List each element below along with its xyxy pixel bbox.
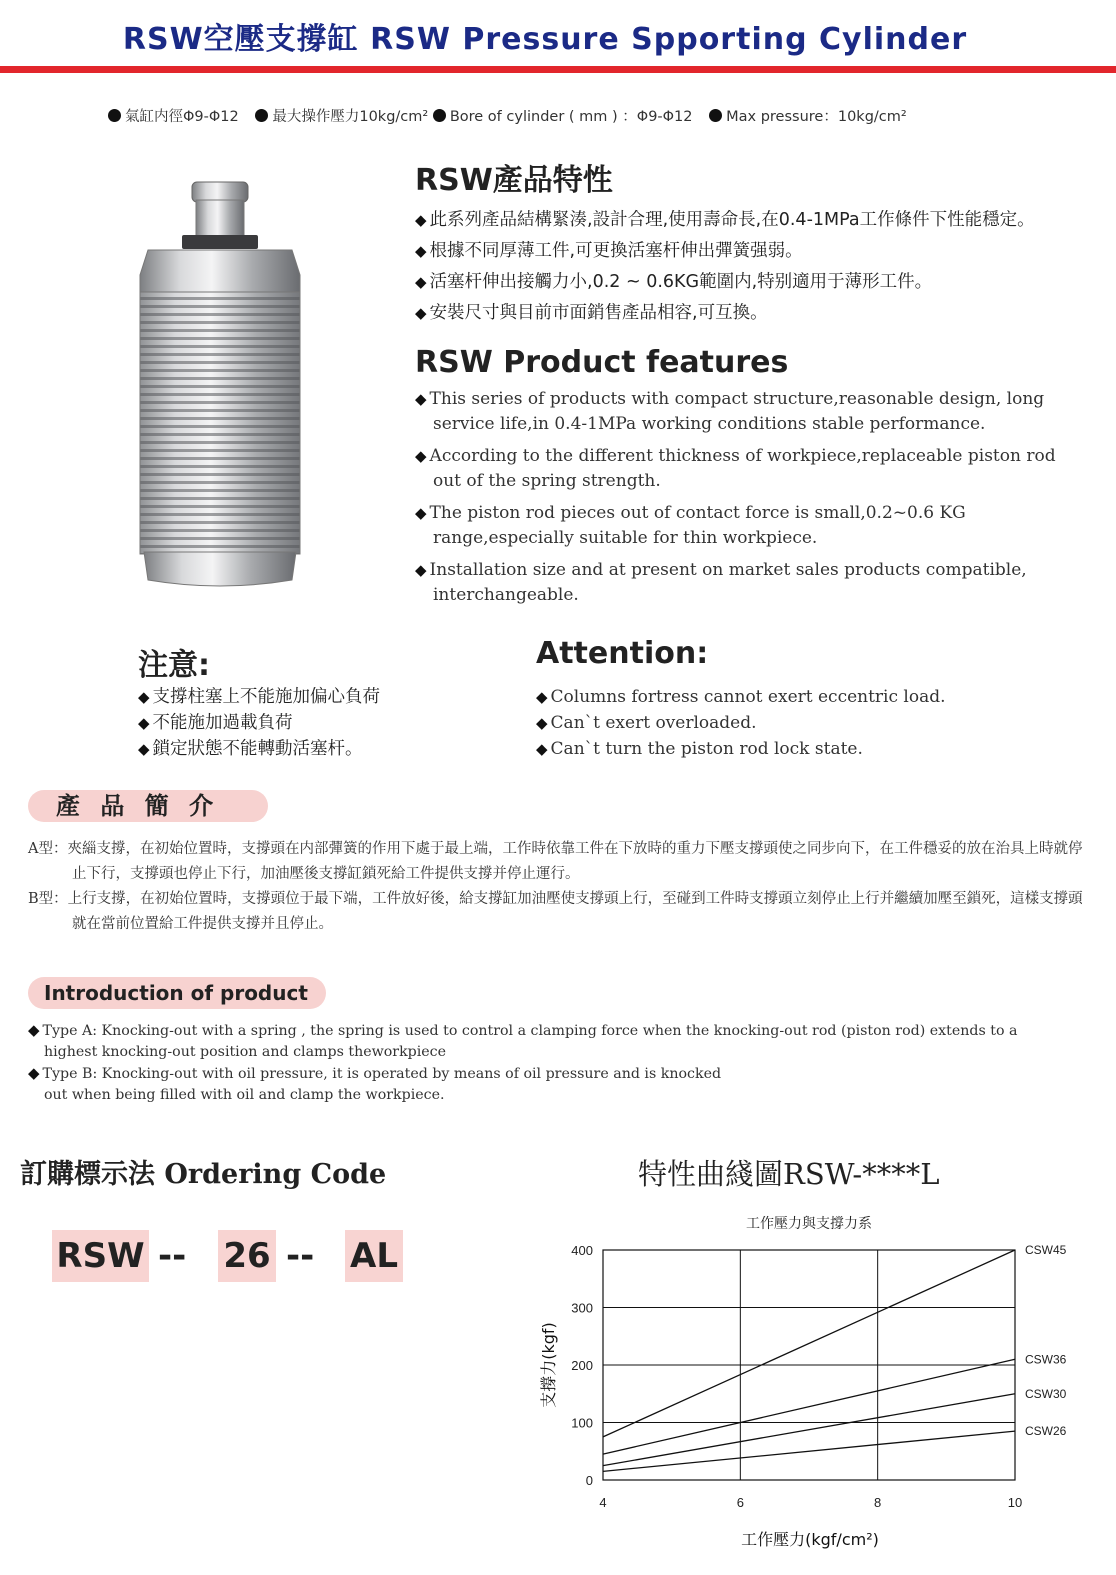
diamond-bullet-icon: ◆ <box>138 714 150 732</box>
diamond-bullet-icon: ◆ <box>415 561 427 579</box>
series-line-csw30 <box>603 1394 1015 1466</box>
spec-item: 氣缸内徑Φ9-Φ12 <box>108 109 239 125</box>
intro-type-b: B型：上行支撐，在初始位置時，支撐頭位于最下端，工件放好後，給支撐缸加油壓使支撐頭上行，至碰到工件時支撐頭立刻停止上行并繼續加壓至鎖死，這樣支撐頭就在當前位置給工件提供支撐并且停止。 <box>28 891 1083 932</box>
x-tick-label: 10 <box>1007 1495 1023 1510</box>
features-zh-list <box>415 205 1105 329</box>
spec-item: Max pressure：10kg/cm² <box>709 109 907 125</box>
ordering-separator: -- <box>158 1236 187 1276</box>
features-zh-heading: RSW產品特性 <box>415 163 613 198</box>
diamond-bullet-icon: ◆ <box>536 740 548 758</box>
series-label: CSW36 <box>1025 1352 1067 1367</box>
intro-en-list <box>28 1020 1068 1106</box>
ordering-heading: 訂購標示法 Ordering Code <box>20 1159 387 1190</box>
list-item: ◆ 鎖定狀態不能轉動活塞杆。 <box>138 739 363 759</box>
diamond-bullet-icon: ◆ <box>415 211 427 229</box>
x-tick-label: 4 <box>599 1495 607 1510</box>
list-item: ◆ Columns fortress cannot exert eccentric load. <box>536 687 946 707</box>
bullet-dot-icon <box>255 109 268 122</box>
bullet-dot-icon <box>709 109 722 122</box>
x-axis-label: 工作壓力(kgf/cm²) <box>741 1530 879 1549</box>
page-title: RSW空壓支撐缸 RSW Pressure Spporting Cylinder <box>122 22 968 57</box>
y-tick-label: 0 <box>585 1473 593 1488</box>
list-item: ◆ Installation size and at present on market sales products compatible, interchangeable. <box>415 560 1027 605</box>
features-en-list <box>415 387 1075 615</box>
y-tick-label: 200 <box>571 1358 593 1373</box>
y-tick-label: 400 <box>571 1243 593 1258</box>
ordering-separator: -- <box>286 1236 315 1276</box>
list-item: ◆ 此系列產品結構緊湊,設計合理,使用壽命長,在0.4-1MPa工作條件下性能穩定。 <box>415 210 1035 230</box>
characteristic-chart <box>520 1200 1110 1570</box>
diamond-bullet-icon: ◆ <box>138 688 150 706</box>
list-item: ◆ 支撐柱塞上不能施加偏心負荷 <box>138 687 381 707</box>
series-label: CSW26 <box>1025 1424 1067 1439</box>
spec-item: Bore of cylinder ( mm ) ：Φ9-Φ12 <box>433 109 693 125</box>
series-line-csw26 <box>603 1431 1015 1471</box>
chart-title: 工作壓力與支撐力系 <box>746 1216 872 1232</box>
ordering-code-series: RSW <box>52 1230 149 1282</box>
list-item: ◆ According to the different thickness of workpiece,replaceable piston rod out of the spring strength. <box>415 446 1056 491</box>
list-item: ◆ Type A: Knocking-out with a spring , the spring is used to control a clamping force when the knocking-out rod (piston rod) extends to a highest knocking-out position and clamps theworkpiece <box>28 1021 1018 1060</box>
header-divider <box>0 66 1116 73</box>
intro-en-heading: Introduction of product <box>28 977 326 1009</box>
bullet-dot-icon <box>108 109 121 122</box>
intro-zh-body <box>28 837 1088 937</box>
intro-zh-heading: 產 品 簡 介 <box>28 790 268 822</box>
x-tick-label: 6 <box>736 1495 744 1510</box>
list-item: ◆ Type B: Knocking-out with oil pressure, it is operated by means of oil pressure and is knocked out when being filled with oil and clamp the workpiece. <box>28 1064 722 1103</box>
ordering-code-bore: 26 <box>218 1230 276 1282</box>
diamond-bullet-icon: ◆ <box>28 1021 40 1039</box>
spec-item: 最大操作壓力10kg/cm² <box>255 109 428 125</box>
features-en-heading: RSW Product features <box>415 345 789 380</box>
diamond-bullet-icon: ◆ <box>138 740 150 758</box>
spec-row <box>108 105 1088 126</box>
attention-zh-list <box>138 684 380 762</box>
diamond-bullet-icon: ◆ <box>415 447 427 465</box>
series-label: CSW30 <box>1025 1386 1067 1401</box>
series-line-csw45 <box>603 1250 1015 1437</box>
list-item: ◆ Can`t exert overloaded. <box>536 713 757 733</box>
list-item: ◆ 安裝尺寸與目前市面銷售產品相容,可互換。 <box>415 303 768 323</box>
diamond-bullet-icon: ◆ <box>536 688 548 706</box>
list-item: ◆ 不能施加過載負荷 <box>138 713 293 733</box>
diamond-bullet-icon: ◆ <box>415 304 427 322</box>
bullet-dot-icon <box>433 109 446 122</box>
list-item: ◆ This series of products with compact structure,reasonable design, long service life,in 0.4-1MPa working conditions stable performance. <box>415 389 1045 434</box>
diamond-bullet-icon: ◆ <box>536 714 548 732</box>
series-line-csw36 <box>603 1359 1015 1454</box>
diamond-bullet-icon: ◆ <box>28 1064 40 1082</box>
attention-en-heading: Attention: <box>536 636 709 671</box>
y-tick-label: 300 <box>571 1300 593 1316</box>
y-tick-label: 100 <box>571 1415 593 1431</box>
series-label: CSW45 <box>1025 1243 1067 1257</box>
diamond-bullet-icon: ◆ <box>415 242 427 260</box>
list-item: ◆ Can`t turn the piston rod lock state. <box>536 739 863 759</box>
product-image-cylinder <box>130 180 310 600</box>
list-item: ◆ The piston rod pieces out of contact force is small,0.2~0.6 KG range,especially suitable for thin workpiece. <box>415 503 966 548</box>
list-item: ◆ 根據不同厚薄工件,可更換活塞杆伸出彈簧强弱。 <box>415 241 803 261</box>
attention-en-list <box>536 684 946 762</box>
chart-heading: 特性曲綫圖RSW-****L <box>638 1157 940 1191</box>
y-axis-label: 支撐力(kgf) <box>539 1322 558 1408</box>
list-item: ◆ 活塞杆伸出接觸力小,0.2 ~ 0.6KG範圍内,特别適用于薄形工件。 <box>415 272 933 292</box>
diamond-bullet-icon: ◆ <box>415 390 427 408</box>
diamond-bullet-icon: ◆ <box>415 504 427 522</box>
attention-zh-heading: 注意: <box>138 648 210 683</box>
diamond-bullet-icon: ◆ <box>415 273 427 291</box>
intro-type-a: A型：夾緇支撐，在初始位置時，支撐頭在内部彈簧的作用下處于最上端，工作時依靠工件在下放時的重力下壓支撐頭使之同步向下，在工件穩妥的放在治具上時就停止下行，支撐頭也停止下行，加油壓後支撐缸鎖死給工件提供支撐并停止運行。 <box>28 841 1083 882</box>
ordering-code-type: AL <box>345 1230 403 1282</box>
x-tick-label: 8 <box>874 1495 882 1510</box>
